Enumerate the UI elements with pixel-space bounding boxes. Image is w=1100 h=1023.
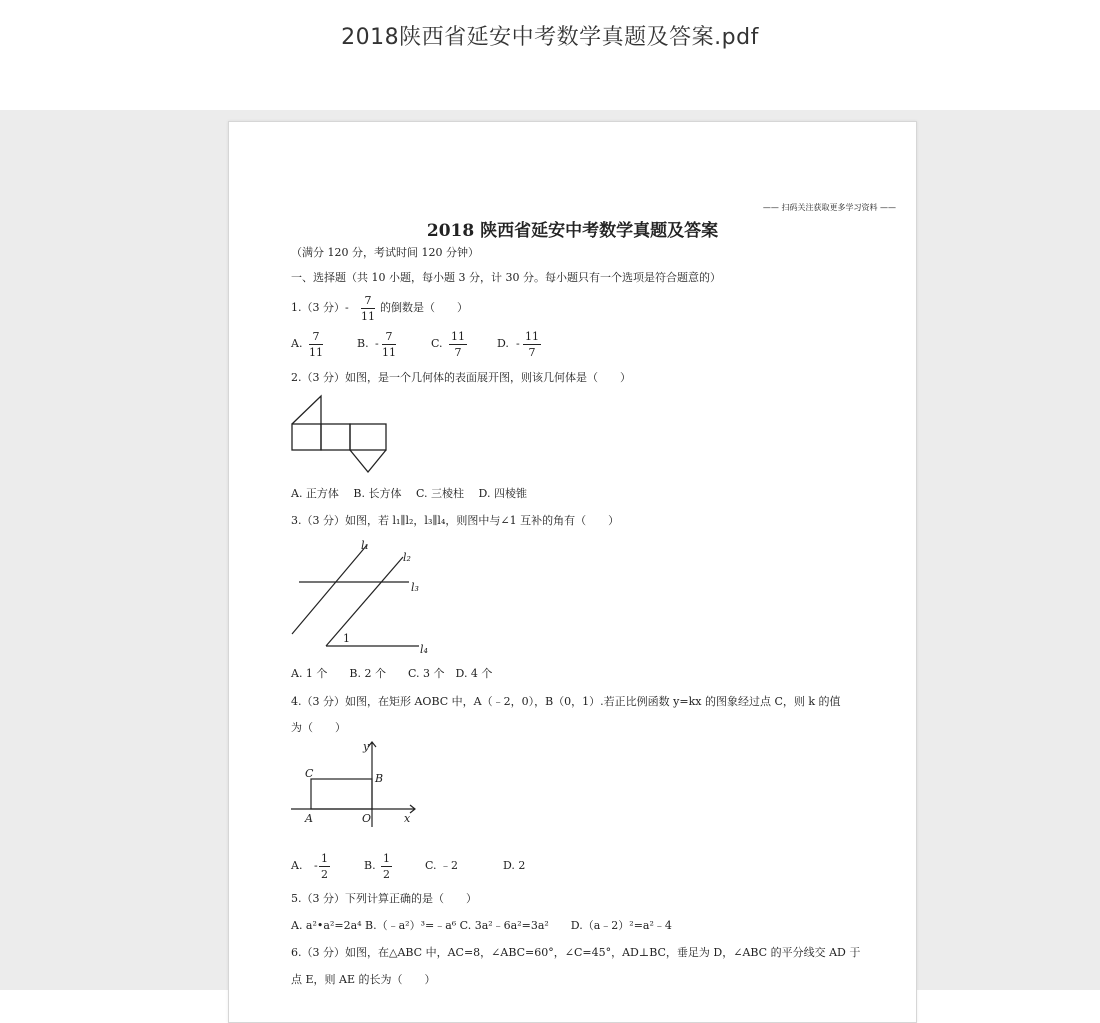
q1-frac-num: 7 [361,294,375,309]
q4-opt-a-frac [319,852,330,881]
q1-c-num: 11 [451,330,465,343]
q1-opt-d-sign: - [516,337,520,350]
q4-a-den: 2 [321,868,328,881]
q5-options: A. a²•a²=2a⁴ B.（﹣a²）³=﹣a⁶ C. 3a²﹣6a²=3a² D.（a﹣2）²=a²﹣4 [291,919,672,932]
q4-opt-c: C. ﹣2 [425,859,459,872]
q2-stem: 2.（3 分）如图，是一个几何体的表面展开图，则该几何体是（ ） [291,371,631,384]
q1-c-den: 7 [454,346,462,359]
q2-options: A. 正方体 B. 长方体 C. 三棱柱 D. 四棱锥 [291,487,527,500]
q4-label-x: x [404,812,411,825]
q4-stem-line1: 4.（3 分）如图，在矩形 AOBC 中，A（﹣2，0），B（0，1）.若正比例函数 y=kx 的图象经过点 C，则 k 的值 [291,695,841,708]
document-title: 2018陕西省延安中考数学真题及答案.pdf [341,25,759,50]
q1-stem-prefix: 1.（3 分）- [291,301,349,314]
q1-opt-b-frac [382,330,396,359]
q1-frac-den: 11 [361,310,375,323]
q4-stem-line2: 为（ ） [291,721,346,734]
q3-stem: 3.（3 分）如图，若 l₁∥l₂，l₃∥l₄，则图中与∠1 互补的角有（ ） [291,514,620,527]
q4-label-y: y [363,740,370,753]
q5-stem: 5.（3 分）下列计算正确的是（ ） [291,892,477,905]
q1-b-den: 11 [382,346,396,359]
q2-net-figure [291,394,391,474]
q4-label-a: A [305,812,313,825]
q1-d-den: 7 [528,346,536,359]
q6-stem-line2: 点 E，则 AE 的长为（ ） [291,973,436,986]
q4-label-c: C [305,767,314,780]
q3-angle-label: 1 [343,632,350,645]
q1-opt-a-frac [309,330,323,359]
q1-opt-c-frac [449,330,467,359]
q4-a-num: 1 [321,852,328,865]
q4-b-den: 2 [383,868,390,881]
q4-b-num: 1 [383,852,390,865]
q1-a-num: 7 [309,330,323,345]
q1-b-num: 7 [382,330,396,345]
q3-label-l1: l₁ [361,539,369,552]
section-heading: 一、选择题（共 10 小题，每小题 3 分，计 30 分。每小题只有一个选项是符合题意的） [291,271,721,284]
q4-opt-b-frac [381,852,392,881]
q3-label-l3: l₃ [411,581,419,594]
q1-stem-suffix: 的倒数是（ ） [380,301,468,314]
q4-opt-a-sign: - [314,859,318,872]
exam-intro: （满分 120 分，考试时间 120 分钟） [291,246,479,259]
q1-opt-c-label: C. [431,337,443,350]
page-title: 2018 陕西省延安中考数学真题及答案 [426,221,719,241]
q6-stem-line1: 6.（3 分）如图，在△ABC 中，AC=8，∠ABC=60°，∠C=45°，AD⊥BC，垂足为 D，∠ABC 的平分线交 AD 于 [291,946,861,959]
q1-fraction [361,294,375,323]
pdf-page [228,121,917,1023]
q4-label-b: B [375,772,384,785]
q3-options: A. 1 个 B. 2 个 C. 3 个 D. 4 个 [291,667,493,680]
q1-d-num: 11 [525,330,539,343]
q1-opt-d-frac [523,330,541,359]
q1-opt-d-label: D. [497,337,509,350]
q3-label-l4: l₄ [420,643,428,656]
q4-opt-d: D. 2 [503,859,526,872]
q1-opt-a-label: A. [291,337,303,350]
title-bar [0,0,1100,110]
q4-opt-a-label: A. [291,859,303,872]
q1-opt-b-label: B. [357,337,369,350]
watermark-text: —— 扫码关注获取更多学习资料 —— [762,203,896,212]
q3-label-l2: l₂ [403,551,411,564]
q4-label-o: O [362,812,372,825]
q3-lines-figure [291,537,441,657]
q1-a-den: 11 [309,346,323,359]
q4-opt-b-label: B. [364,859,376,872]
q1-opt-b-sign: - [375,337,379,350]
